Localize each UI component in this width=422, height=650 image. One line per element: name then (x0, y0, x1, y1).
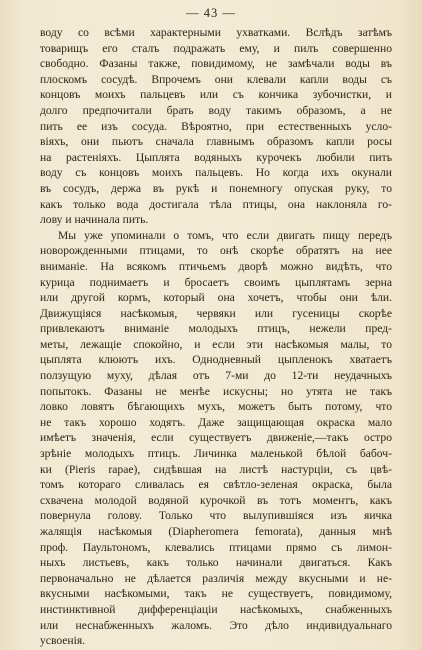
text-line: имѣетъ значенія, если существуетъ движеніе,—такъ остро (40, 431, 392, 445)
text-line: воду со всѣми характерными ухватками. Вслѣдъ затѣмъ (40, 26, 392, 39)
text-line: схвачена молодой водяной курочкой въ тотъ моментъ, какъ (40, 493, 392, 507)
text-line: проф. Паультономъ, клевались птицами прямо съ лимон- (40, 540, 392, 554)
text-line: концовъ моихъ пальцевъ или съ кончика зубочистки, и (40, 88, 392, 102)
page-number: — 43 — (186, 6, 236, 20)
text-line: не такъ хорошо ходятъ. Даже защищающая окраска мало (40, 415, 392, 429)
text-line: товарищъ его сталъ подражать ему, и пилъ совершенно (40, 41, 392, 55)
text-line: вкусными насѣкомыми, такъ не существуетъ, повидимому, (40, 587, 392, 601)
text-line: плоскомъ сосудѣ. Впрочемъ они клевали капли воды съ (40, 72, 392, 86)
text-line: или неснабженныхъ жаломъ. Это дѣло индивидуальнаго (40, 618, 392, 632)
text-line: ки (Pieris rapae), сидѣвшая на листѣ настурціи, съ цвѣ- (40, 462, 392, 476)
text-line: цыплята клюютъ ихъ. Однодневный цыпленокъ хватаетъ (40, 353, 392, 367)
text-line: новорожденными птицами, то онѣ скорѣе обратятъ на нее (40, 244, 392, 258)
text-line: воду съ концовъ моихъ пальцевъ. Но когда ихъ окунали (40, 166, 392, 180)
text-line: или другой кормъ, который она хочетъ, чтобы они ѣли. (40, 291, 392, 305)
text-line: зрѣніе молодыхъ птицъ. Личинка маленькой бѣлой бабоч- (40, 447, 392, 461)
body-text (40, 25, 392, 649)
text-line: какъ только вода достигала тѣла птицы, она наклоняла го- (40, 197, 392, 211)
text-line: віяхъ, они пьютъ сначала главнымъ образомъ капли росы (40, 135, 392, 149)
text-line: въ сосудъ, держа въ рукѣ и понемногу опуская руку, то (40, 181, 392, 195)
text-line: Движущіяся насѣкомыя, червяки или гусеницы скорѣе (40, 306, 392, 320)
text-line: вниманіе. На всякомъ птичьемъ дворѣ можно видѣть, что (40, 259, 392, 273)
text-line: свободно. Фазаны также, повидимому, не замѣчали воды въ (40, 57, 392, 71)
text-line: ловко ловятъ бѣгающихъ мухъ, можетъ быть потому, что (40, 400, 392, 414)
text-line: инстинктивной дифференціаціи насѣкомыхъ, снабженныхъ (40, 602, 392, 616)
text-line: курица поднимаетъ и бросаетъ своимъ цыплятамъ зерна (40, 275, 392, 289)
text-line: меты, лежащіе спокойно, и если эти насѣкомыя малы, то (40, 337, 392, 351)
text-line: ползущую муху, дѣлая отъ 7-ми до 12-ти неудачныхъ (40, 369, 392, 383)
text-line: жалящія насѣкомыя (Diapheromera femorata), данныя мнѣ (40, 525, 392, 538)
text-line: пить ее изъ сосуда. Вѣроятно, при естественныхъ усло- (40, 119, 392, 133)
text-line: привлекаютъ вниманіе молодыхъ птицъ, нежели пред- (40, 322, 392, 336)
text-line: первоначально не дѣлается различія между вкусными и не- (40, 571, 392, 585)
text-line: попытокъ. Фазаны не менѣе искусны; но утята не такъ (40, 384, 392, 398)
text-line: долго предпочитали брать воду такимъ образомъ, а не (40, 103, 392, 117)
text-line: усвоенія. (40, 634, 86, 648)
text-line: на растеніяхъ. Цыплята водяныхъ курочекъ любили пить (40, 150, 392, 164)
text-line: Мы уже упоминали о томъ, что если двигать пищу передъ (58, 228, 392, 242)
text-line: повернула голову. Только что вылупившіяся изъ яичка (40, 509, 392, 523)
text-line: лову и начинала пить. (40, 213, 149, 227)
text-line: ныхъ листьевъ, какъ только начинали двигаться. Какъ (40, 556, 392, 570)
text-line: томъ котораго сливалась ея свѣтло-зеленая окраска, была (40, 478, 392, 492)
